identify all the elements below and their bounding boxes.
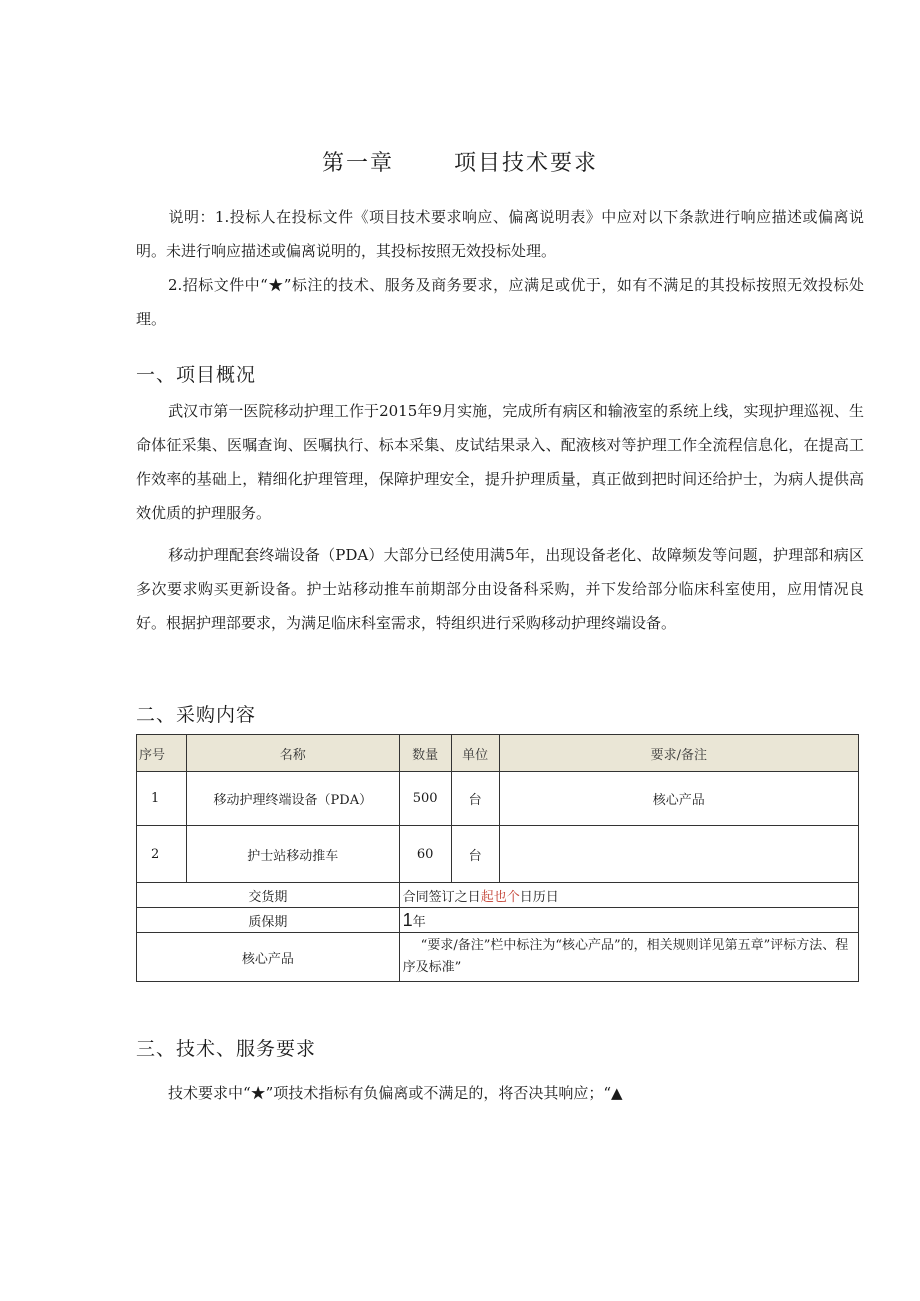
row-unit: 台: [451, 772, 499, 826]
row-name: 移动护理终端设备（PDA）: [186, 772, 399, 826]
core-product-label: 核心产品: [137, 933, 400, 982]
section-1-paragraph-2: 移动护理配套终端设备（PDA）大部分已经使用满5年，出现设备老化、故障频发等问题，护理部和病区多次要求购买更新设备。护士站移动推车前期部分由设备科采购，并下发给部分临床科室使用，应用情况良好。根据护理部要求，为满足临床科室需求，特组织进行采购移动护理终端设备。: [136, 546, 864, 632]
col-header-qty: 数量: [399, 735, 451, 772]
col-header-no: 序号: [137, 735, 187, 772]
warranty-row: [137, 908, 859, 933]
col-header-name: 名称: [186, 735, 399, 772]
note-2: 2.招标文件中“★”标注的技术、服务及商务要求，应满足或优于，如有不满足的其投标按照无效投标处理。: [136, 276, 864, 328]
col-header-remark: 要求/备注: [499, 735, 858, 772]
section-2-heading: 二、采购内容: [136, 704, 257, 726]
section-3-paragraph: 技术要求中“★”项技术指标有负偏离或不满足的，将否决其响应；“▲: [168, 1084, 623, 1102]
delivery-highlight: 起也个: [480, 889, 520, 905]
row-qty: 60: [399, 826, 451, 883]
warranty-value: 1年: [399, 908, 858, 933]
core-product-row: [137, 933, 859, 982]
core-product-text: “要求/备注”栏中标注为“核心产品”的，相关规则详见第五章”评标方法、程序及标准”: [399, 933, 858, 982]
table-header-row: [137, 735, 859, 772]
col-header-unit: 单位: [451, 735, 499, 772]
section-1-paragraph-1: 武汉市第一医院移动护理工作于2015年9月实施，完成所有病区和输液室的系统上线，实现护理巡视、生命体征采集、医嘱查询、医嘱执行、标本采集、皮试结果录入、配液核对等护理工作全流程信息化，在提高工作效率的基础上，精细化护理管理，保障护理安全，提升护理质量，真正做到把时间还给护士，为病人提供高效优质的护理服务。: [136, 402, 864, 522]
delivery-row: [137, 883, 859, 908]
row-name: 护士站移动推车: [186, 826, 399, 883]
row-no: 2: [137, 826, 187, 883]
chapter-title: [0, 146, 920, 177]
row-no: 1: [137, 772, 187, 826]
procurement-table: [136, 734, 859, 982]
row-unit: 台: [451, 826, 499, 883]
table-row: [137, 826, 859, 883]
section-3-heading: 三、技术、服务要求: [136, 1038, 317, 1060]
row-qty: 500: [399, 772, 451, 826]
delivery-value: 合同签订之日起也个日历日: [399, 883, 858, 908]
row-remark: [499, 826, 858, 883]
note-1: 说明：1.投标人在投标文件《项目技术要求响应、偏离说明表》中应对以下条款进行响应描述或偏离说明。未进行响应描述或偏离说明的，其投标按照无效投标处理。: [136, 208, 864, 260]
warranty-label: 质保期: [137, 908, 400, 933]
delivery-label: 交货期: [137, 883, 400, 908]
row-remark: 核心产品: [499, 772, 858, 826]
table-row: [137, 772, 859, 826]
chapter-heading: 项目技术要求: [454, 151, 599, 176]
chapter-number: 第一章: [321, 151, 394, 176]
section-1-heading: 一、项目概况: [136, 364, 257, 386]
